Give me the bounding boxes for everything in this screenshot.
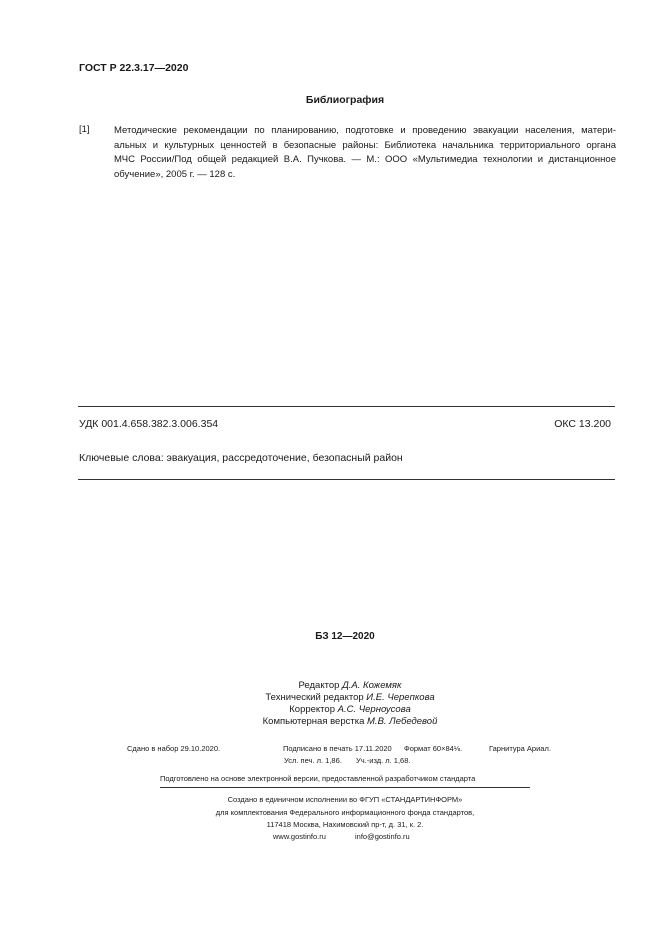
tech-editor-name: И.Е. Черепкова	[366, 692, 435, 703]
signed-date: Подписано в печать 17.11.2020	[283, 744, 392, 753]
document-code: ГОСТ Р 22.3.17—2020	[79, 62, 189, 74]
oks-code: ОКС 13.200	[554, 418, 611, 430]
typeset-date: Сдано в набор 29.10.2020.	[127, 744, 221, 753]
reference-line: МЧС России/Под общей редакцией В.А. Пучкова. — М.: ООО «Мультимедиа технологии и дистанционное	[114, 154, 616, 165]
prepared-note: Подготовлено на основе электронной версии, предоставленной разработчиком стандарта	[160, 774, 476, 783]
typeface: Гарнитура Ариал.	[489, 744, 551, 753]
email-link[interactable]: info@gostinfo.ru	[355, 832, 410, 841]
udk-code: УДК 001.4.658.382.3.006.354	[79, 418, 219, 430]
print-sheets: Усл. печ. л. 1,86.	[284, 756, 342, 765]
reference-number: [1]	[79, 124, 90, 135]
layout-line: Компьютерная верстка М.В. Лебедевой	[262, 716, 438, 727]
reference-text	[114, 124, 616, 182]
publisher-sheets: Уч.-изд. л. 1,68.	[356, 756, 411, 765]
tech-editor-line: Технический редактор И.Е. Черепкова	[265, 692, 435, 703]
reference-line: обучение», 2005 г. — 128 с.	[114, 168, 236, 180]
fund-note: для комплектования Федерального информационного фонда стандартов,	[215, 808, 475, 817]
corrector-name: А.С. Черноусова	[337, 704, 411, 715]
keywords: Ключевые слова: эвакуация, рассредоточение, безопасный район	[79, 452, 403, 464]
corrector-line: Корректор А.С. Черноусова	[289, 704, 411, 715]
layout-name: М.В. Лебедевой	[367, 716, 438, 727]
reference-line: Методические рекомендации по планированию, подготовке и проведению эвакуации населения, матери-	[114, 125, 616, 136]
divider-bottom	[78, 479, 615, 480]
divider-imprint	[160, 787, 530, 788]
editor-name: Д.А. Кожемяк	[342, 680, 402, 691]
reference-line: альных и культурных ценностей в безопасные районы: Библиотека начальника территориального органа	[114, 139, 616, 151]
editor-line: Редактор Д.А. Кожемяк	[298, 680, 402, 691]
bibliography-title: Библиография	[305, 94, 385, 106]
bz-number: БЗ 12—2020	[315, 631, 375, 642]
created-note: Создано в единичном исполнении во ФГУП «СТАНДАРТИНФОРМ»	[227, 795, 463, 804]
website-link[interactable]: www.gostinfo.ru	[273, 832, 326, 841]
divider-top	[78, 406, 615, 407]
publisher-address: 117418 Москва, Нахимовский пр-т, д. 31, к. 2.	[266, 820, 424, 829]
paper-format: Формат 60×84⅛.	[404, 744, 463, 753]
